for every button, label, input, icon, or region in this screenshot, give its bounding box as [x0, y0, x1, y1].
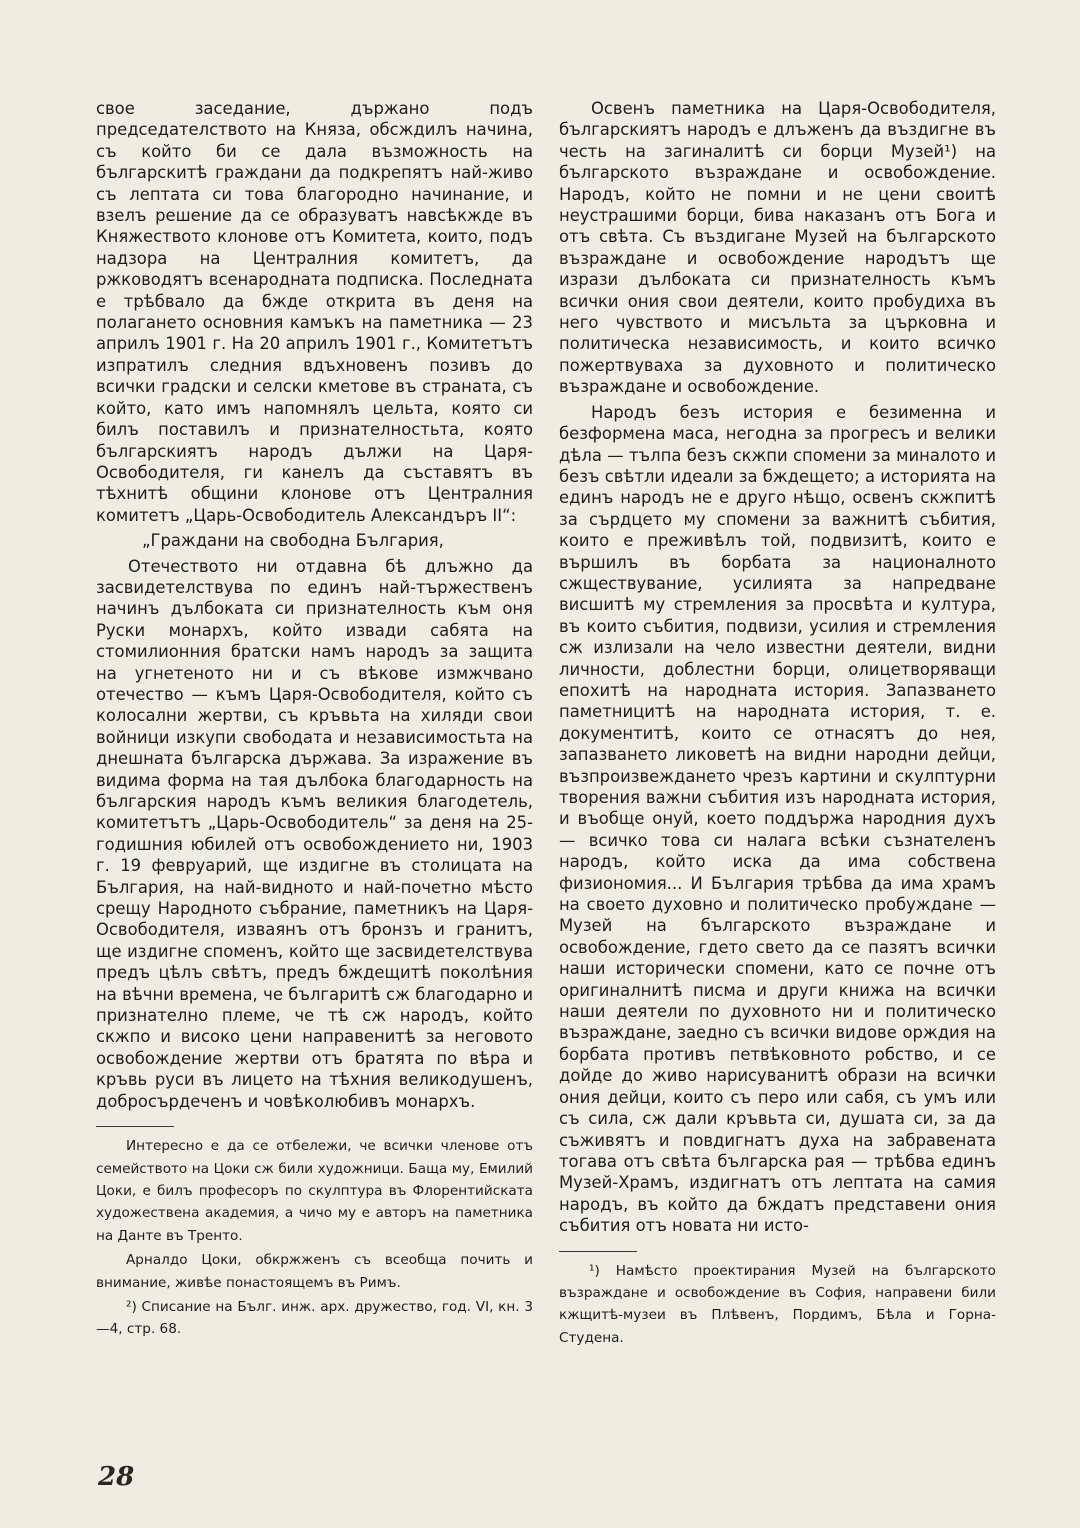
footnote-divider [96, 1126, 174, 1127]
footnote: ¹) Намѣсто проектирания Музей на българското възраждане и освобождение въ София, направени били кжщитѣ-музеи въ Плѣвенъ, Пордимъ, Бѣла и Горна-Студена. [559, 1262, 996, 1346]
paragraph: свое заседание, държано подъ председателството на Княза, обсждилъ начина, съ който би се дала възможность на българскитѣ граждани да подкрепятъ най-живо съ лептата си това благородно начинание, и взелъ решение да се образуватъ навсѣкжде въ Княжеството клонове отъ Комитета, които, подъ надзора на Централния комитетъ, да ржководятъ всенародната подписка. Последната е трѣбвало да бжде открита въ деня на полагането основния камъкъ на паметника — 23 априлъ 1901 г. На 20 априлъ 1901 г., Комитетътъ изпратилъ следния вдъхновенъ позивъ до всички градски и селски кметове въ страната, съ който, като имъ напомнялъ цельта, която си билъ поставилъ и признателностьта, която българскиятъ народъ дължи на Царя-Освободителя, ги канелъ да съставятъ въ тѣхнитѣ общини клонове отъ Централния комитетъ „Царь-Освободитель Александъръ II“: [96, 99, 533, 525]
footnote: Интересно е да се отбележи, че всички членове отъ семейството на Цоки сж били художници. Баща му, Емилий Цоки, е билъ професоръ по скулптура въ Флорентийската художествена академия, а чичо му е авторъ на паметника на Данте въ Тренто. [96, 1138, 533, 1244]
paragraph: Освенъ паметника на Царя-Освободителя, българскиятъ народъ е длъженъ да въздигне въ честь на загиналитѣ си борци Музей¹) на българското възраждане и освобождение. Народъ, който не помни и не цени своитѣ неустрашими борци, бива наказанъ отъ Бога и отъ свѣта. Съ въздигане Музей на българското възраждане и освобождение народътъ ще изрази дълбоката си признателность къмъ всички ония свои деятели, които пробудиха въ него чувството и мисъльта за църковна и политическа независимость, и които всичко пожертвуваха за духовното и политическо възраждане и освобождение. [559, 99, 996, 397]
proclamation-greeting: „Граждани на свободна България, [142, 531, 444, 551]
left-column [96, 98, 533, 1341]
footnote: ²) Списание на Бълг. инж. арх. дружество, год. VI, кн. 3—4, стр. 68. [96, 1298, 533, 1338]
page-number: 28 [98, 1462, 135, 1492]
paragraph: Отечеството ни отдавна бѣ длъжно да засвидетелствува по единъ най-тържественъ начинъ дълбоката си признателность към оня Руски монархъ, който извади сабята на стомилионния братски намъ народъ за защита на угнетеното ни и съ вѣкове измжчвано отечество — къмъ Царя-Освободителя, който съ колосални жертви, съ кръвьта на хиляди свои войници изкупи свободата и независимостьта на днешната българска държава. За изражение въ видима форма на тая дълбока благодарность на българския народъ къмъ великия благодетель, комитетътъ „Царь-Освободитель“ за деня на 25-годишния юбилей отъ освобождението ни, 1903 г. 19 февруарий, ще издигне въ столицата на България, на най-видното и най-почетно мѣсто срещу Народното събрание, паметникъ на Царя-Освободителя, изваянъ отъ бронзъ и гранитъ, ще издигне споменъ, който ще засвидетелствува предъ цѣлъ свѣтъ, предъ бждещитѣ поколѣния на вѣчни времена, че българитѣ сж благодарно и признателно племе, че тѣ сж народъ, който скжпо и високо цени направенитѣ за неговото освобождение жертви отъ братята по вѣра и кръвь руси въ лицето на тѣхния великодушенъ, добросърдеченъ и човѣколюбивъ монархъ. [96, 556, 533, 1111]
paragraph: Народъ безъ история е безименна и безформена маса, негодна за прогресъ и велики дѣла — тълпа безъ скжпи спомени за миналото и безъ свѣтли идеали за бждещето; а историята на единъ народъ не е друго нѣщо, освенъ скжпитѣ за сърдцето му спомени за важнитѣ събития, които е преживѣлъ той, подвизитѣ, които е вършилъ въ борбата за националното сжществувание, усилията за напредване висшитѣ му стремления за просвѣта и култура, въ които събития, подвизи, усилия и стремления сж излизали на чело известни деятели, видни личности, доблестни борци, олицетворяващи епохитѣ на народната история. Запазването паметницитѣ на народната история, т. е. документитѣ, които се отнасятъ до нея, запазването ликоветѣ на видни народни дейци, възпроизвеждането чрезъ картини и скулптурни творения важни събития изъ народната история, и въобще онуй, което поддържа народния духъ — всичко това си налага всѣки съзнателенъ народъ, който иска да има собствена физиономия... И България трѣбва да има храмъ на своето духовно и политическо пробуждане — Музей на българското възраждане и освобождение, гдето свето да се пазятъ всички наши исторически спомени, като се почне отъ оригиналнитѣ писма и други книжа на всички наши деятели по духовното ни и политическо възраждане, заедно съ всички видове орждия на борбата противъ петвѣковното робство, и се дойде до живо нарисуванитѣ образи на всички ония дейци, които съ перо или сабя, съ умъ или съ сила, сж дали кръвьта си, душата си, за да съживятъ и повдигнатъ духа на забравената тогава отъ свѣта българска рая — трѣбва единъ Музей-Храмъ, издигнатъ отъ лептата на самия народъ, въ който да бждатъ представени ония събития отъ новата ни исто- [559, 402, 996, 1236]
right-footnotes [559, 1260, 996, 1350]
right-column [559, 98, 996, 1349]
footnote: Арналдо Цоки, обкржженъ съ всеобща почить и внимание, живѣе понастоящемъ въ Римъ. [96, 1252, 533, 1291]
footnote-divider [559, 1251, 637, 1252]
left-footnotes [96, 1135, 533, 1341]
